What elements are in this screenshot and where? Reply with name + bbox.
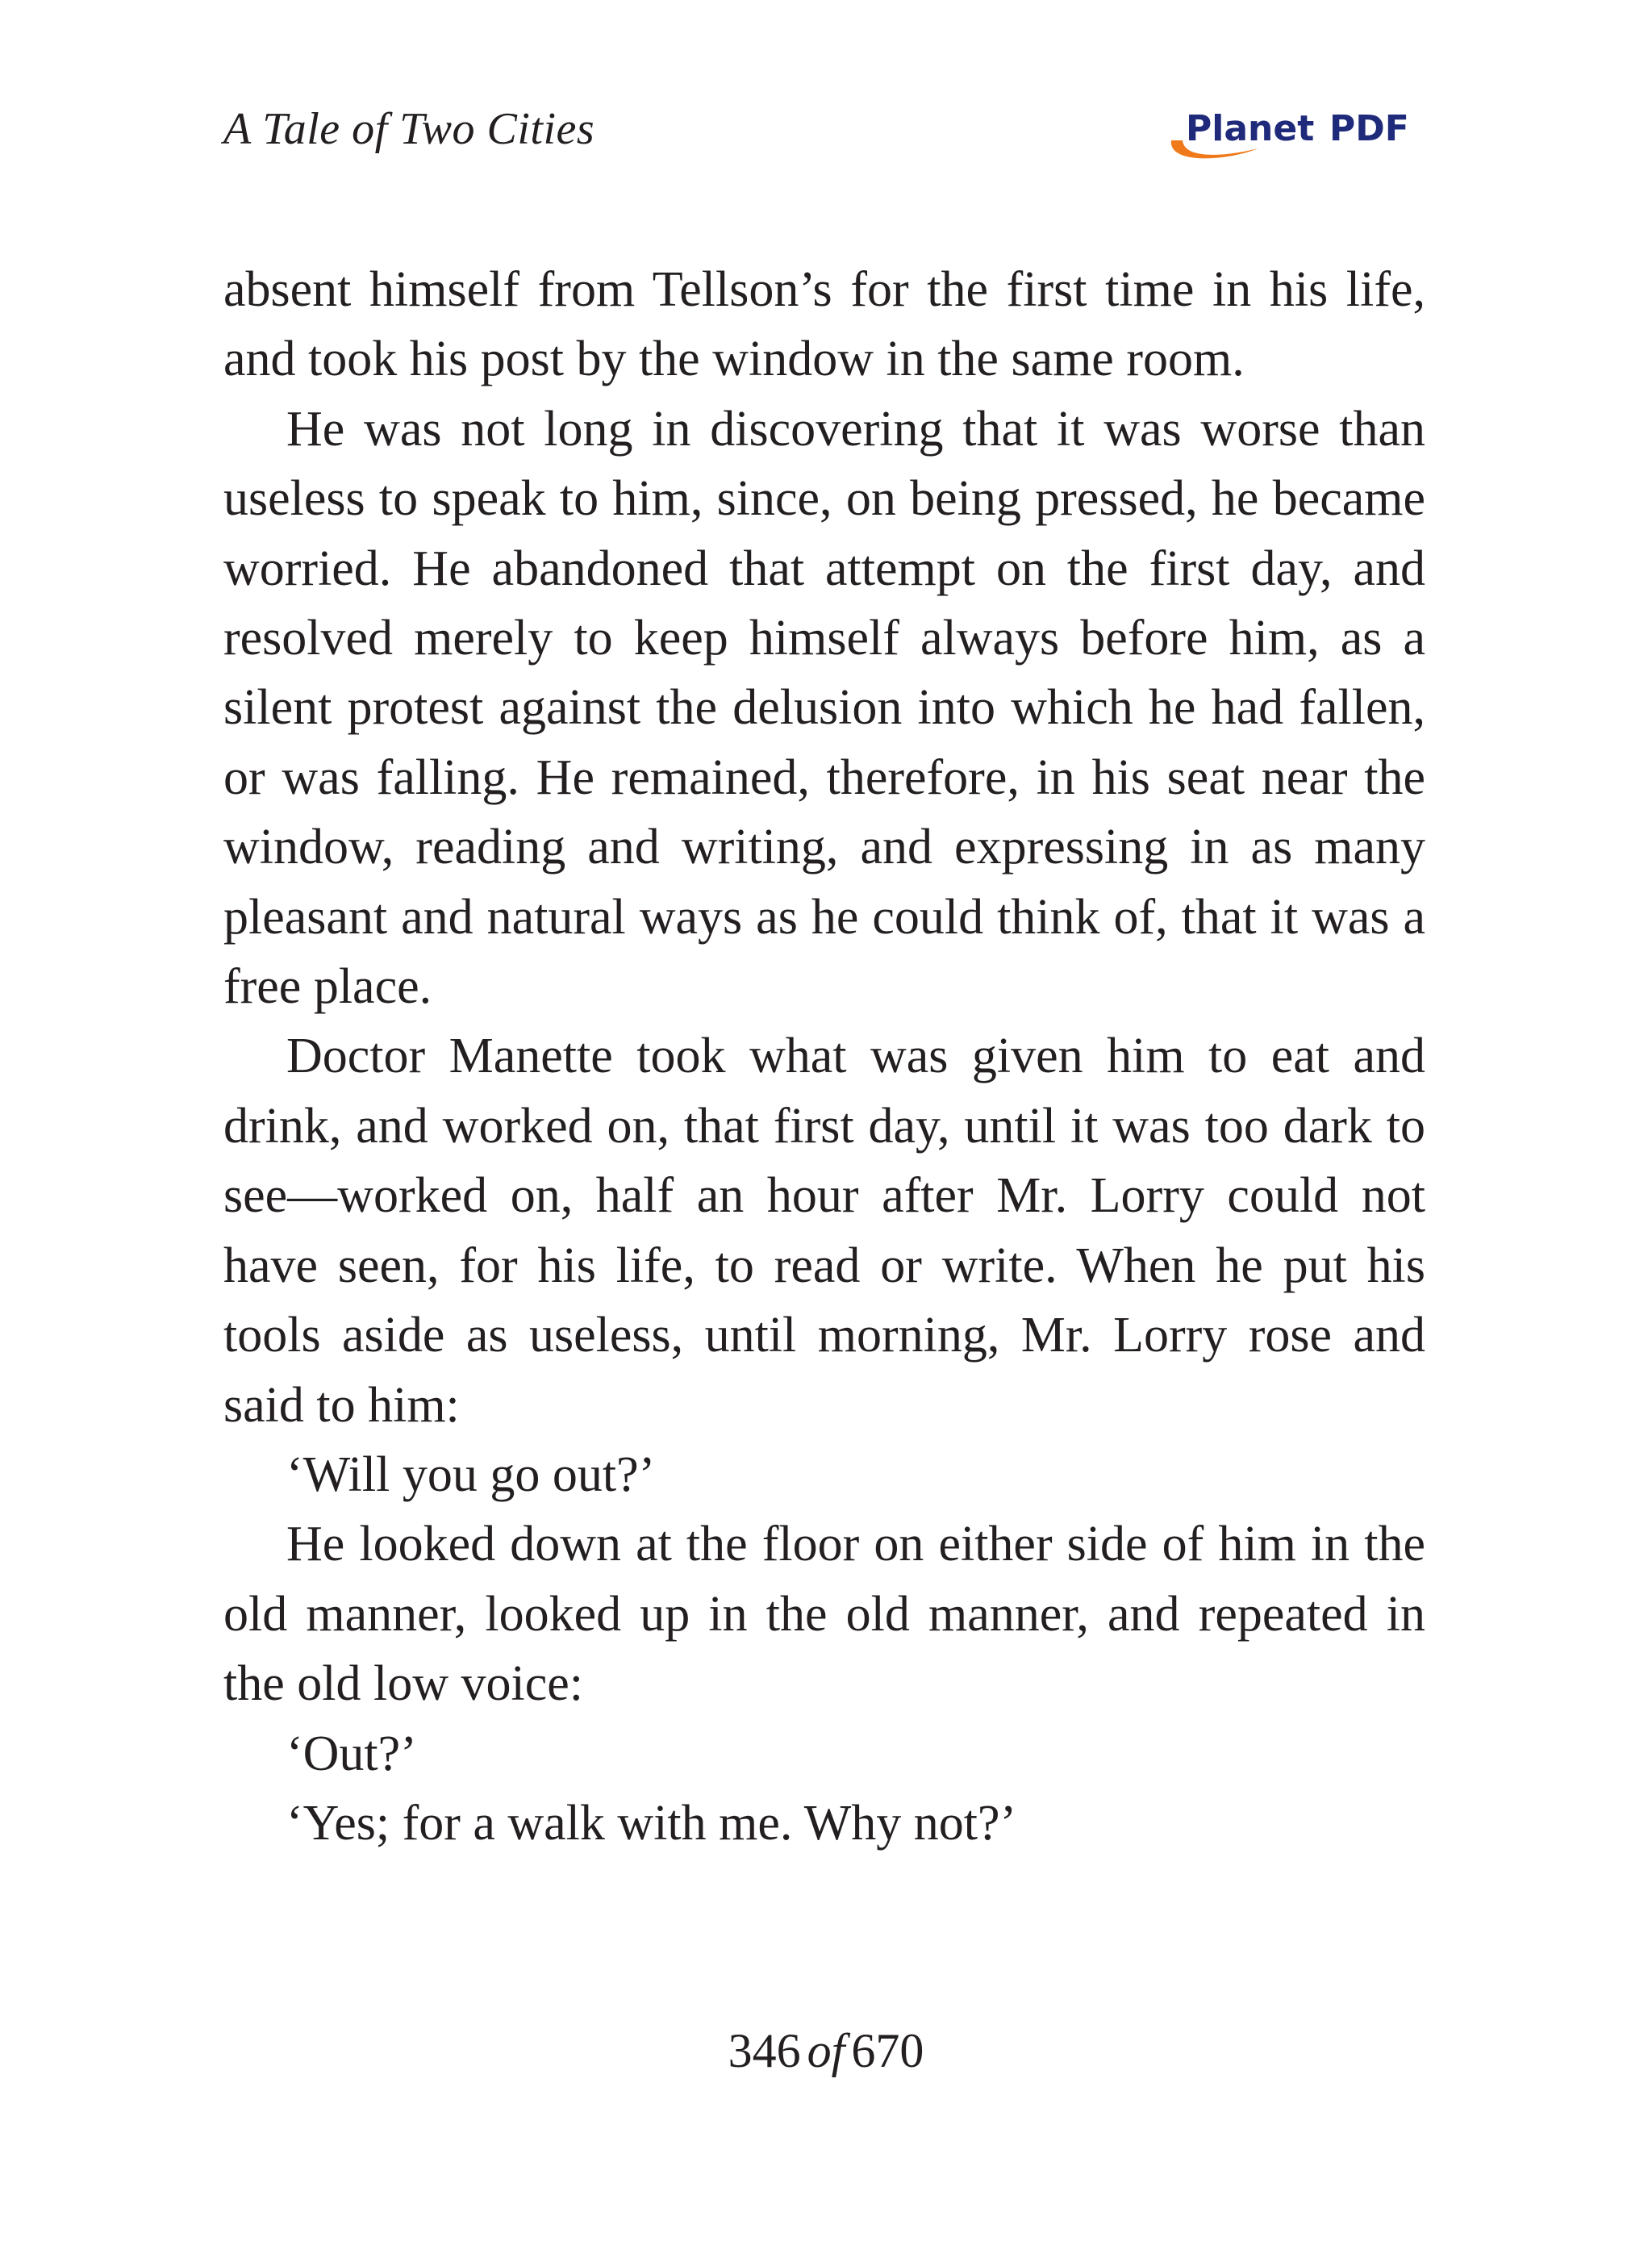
logo-pdf-text: PDF [1329, 108, 1409, 149]
paragraph: ‘Out?’ [286, 1726, 417, 1781]
page-body [223, 255, 1425, 1858]
paragraph: He was not long in discovering that it was worse than useless to speak to him, since, on being pressed, he became worried. He abandoned that attempt on the first day, and resolved merely to keep himself always before him, as a silent protest against the delusion into which he had fallen, or was falling. He remained, therefore, in his seat near the window, reading and writing, and expressing in as many pleasant and natural ways as he could think of, that it was a free place. [223, 401, 1425, 1015]
paragraph: absent himself from Tellson’s for the first time in his life, and took his post by the window in the same room. [223, 262, 1425, 387]
total-pages: 670 [851, 2024, 924, 2077]
planet-pdf-logo [1162, 98, 1428, 171]
paragraph: He looked down at the floor on either side of him in the old manner, looked up in the old manner, and repeated in the old low voice: [223, 1517, 1425, 1712]
paragraph: Doctor Manette took what was given him to eat and drink, and worked on, that first day, until it was too dark to see—worked on, half an hour after Mr. Lorry could not have seen, for his life, to read or write. When he put his tools aside as useless, until morning, Mr. Lorry rose and said to him: [223, 1029, 1425, 1433]
page-number: 346 [728, 2024, 801, 2077]
paragraph: ‘Will you go out?’ [286, 1446, 656, 1502]
book-title: A Tale of Two Cities [223, 104, 595, 154]
page-footer [0, 2023, 1652, 2079]
logo-planet-text: Planet [1186, 108, 1315, 149]
page-of-label: of [807, 2024, 845, 2077]
paragraph: ‘Yes; for a walk with me. Why not?’ [286, 1795, 1017, 1851]
